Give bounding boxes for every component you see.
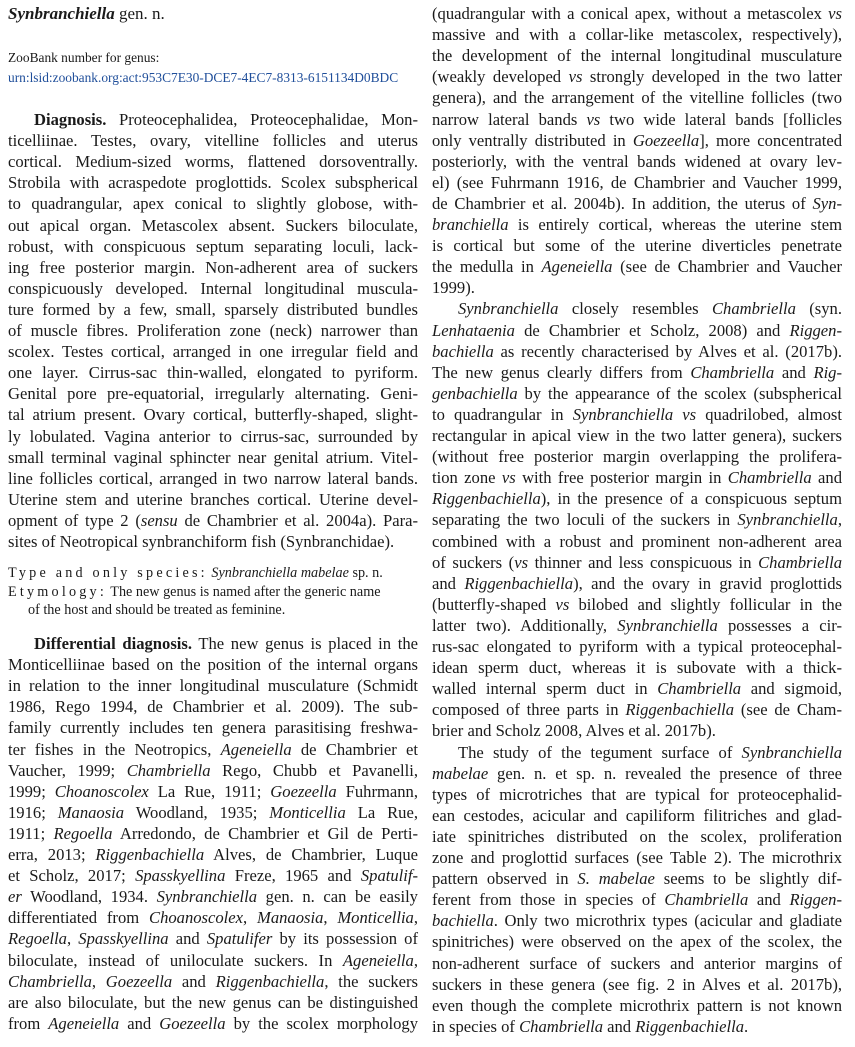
text-line: robust, with conspicuous septum separating loculi, lack- (8, 236, 418, 256)
text-line: ticelliinae. Testes, ovary, vitelline follicles and uterus (8, 131, 418, 151)
text-line: latter two). Additionally, Synbranchiella possesses a cir- (432, 615, 843, 635)
text-line: Lenhataenia de Chambrier et Scholz, 2008) and Riggen- (432, 320, 842, 340)
text-line: opment of type 2 (sensu de Chambrier et al. 2004a). Para- (8, 510, 418, 530)
text-line: pattern observed in S. mabelae seems to be slightly dif- (432, 869, 842, 889)
text-line: Monticelliinae based on the position of the internal organs (8, 655, 418, 675)
text-line: et Scholz, 2017; Spasskyellina Freze, 1965 and Spatulif- (8, 866, 418, 886)
text-line: only ventrally distributed in Goezeella], more concentrated (432, 130, 842, 150)
text-line: ing free posterior margin. Non-adherent area of suckers (8, 257, 418, 277)
text-line: of suckers (vs thinner and less conspicuous in Chambriella (432, 552, 842, 572)
text-line: 1916; Manaosia Woodland, 1935; Monticellia La Rue, (8, 802, 418, 822)
text-line: from Ageneiella and Goezeella by the scolex morphology (8, 1013, 418, 1033)
text-line: ferent from those in species of Chambriella and Riggen- (432, 890, 842, 910)
text-line: and Riggenbachiella), and the ovary in gravid proglottids (432, 573, 843, 593)
text-line: even though the complete microthrix pattern is not known (432, 995, 842, 1015)
text-line: small terminal vaginal sphincter near genital atrium. Vitel- (8, 447, 418, 467)
zoobank-label: ZooBank number for genus: (8, 50, 160, 65)
text-line: bachiella as recently characterised by Alves et al. (2017b). (432, 341, 842, 361)
text-line: el) (see Fuhrmann 1916, de Chambrier and Vaucher 1999, (432, 172, 842, 192)
text-line: er Woodland, 1934. Synbranchiella gen. n. can be easily (8, 887, 418, 907)
text-line: Chambriella, Goezeella and Riggenbachiella, the suckers (8, 971, 419, 991)
text-line: rectangular in apical view in the two latter genera), suckers (432, 426, 842, 445)
text-line: zone and proglottid surfaces (see Table 2). The microthrix (432, 848, 842, 867)
text-line: erra, 2013; Riggenbachiella Alves, de Chambrier, Luque (8, 845, 418, 864)
text-line: family currently includes ten genera parasitising freshwa- (8, 718, 418, 738)
text-line: 1911; Regoella Arredondo, de Chambrier et Gil de Perti- (8, 823, 418, 843)
text-line: suckers in these genera (see fig. 2 in Alves et al. 2017b), (432, 974, 842, 994)
text-line: Diagnosis. Proteocephalidea, Proteocephalidae, Mon- (34, 110, 418, 129)
text-line: Regoella, Spasskyellina and Spatulifer by its possession of (8, 929, 419, 949)
text-line: out apical organ. Metascolex absent. Suckers biloculate, (8, 215, 418, 235)
text-line: of muscle fibres. Proliferation zone (neck) narrower than (8, 321, 418, 340)
text-line: mabelae gen. n. et sp. n. revealed the presence of three (432, 763, 842, 783)
text-line: (quadrangular with a conical apex, without a metascolex vs (432, 4, 842, 23)
text-line: one layer. Cirrus-sac thin-walled, elongated to pyriform. (8, 363, 418, 383)
text-line: The new genus clearly differs from Chambriella and Rig- (432, 362, 843, 382)
text-line: scolex. Testes cortical, arranged in one irregular field and (8, 342, 418, 362)
text-line: bachiella. Only two microthrix types (acicular and gladiate (432, 911, 842, 931)
text-line: in relation to the inner longitudinal musculature (Schmidt (8, 676, 418, 696)
text-line: Synbranchiella closely resembles Chambriella (syn. (458, 299, 842, 319)
text-line: 1986, Rego 1994, de Chambrier et al. 2009). The sub- (8, 697, 418, 717)
text-line: Uterine stem and uterine branches cortical. Uterine devel- (8, 489, 418, 509)
text-line: (without free posterior margin overlapping the prolifera- (432, 447, 842, 467)
text-line: (butterfly-shaped vs bilobed and slightly follicular in the (432, 594, 842, 614)
text-line: Riggenbachiella), in the presence of a conspicuous septum (432, 489, 842, 509)
text-line: Genital pore pre-equatorial, irregularly alternating. Geni- (8, 384, 418, 404)
text-line: (weakly developed vs strongly developed in the two latter (432, 67, 842, 87)
zoobank-lsid-link[interactable]: urn:lsid:zoobank.org:act:953C7E30-DCE7-4EC7-8313-6151134D0BDC (8, 70, 399, 85)
text-line: The study of the tegument surface of Synbranchiella (458, 742, 842, 762)
text-line: Strobila with acraspedote proglottids. Scolex subspherical (8, 173, 418, 193)
text-line: iate spinitriches distributed on the scolex, proliferation (432, 826, 842, 846)
text-line: idean sperm duct, whereas it is subovate with a thick- (432, 658, 842, 678)
text-line: de Chambrier et al. 2004b). In addition, the uterus of Syn- (432, 193, 842, 213)
text-line: the development of the internal longitudinal musculature (432, 46, 842, 66)
text-line: Differential diagnosis. The new genus is placed in the (34, 634, 418, 653)
text-line: in species of Chambriella and Riggenbachiella. (432, 1016, 749, 1036)
text-line: sites of Neotropical synbranchiform fish (Synbranchidae). (8, 532, 395, 551)
text-line: composed of three parts in Riggenbachiella (see de Cham- (432, 700, 842, 720)
text-line: branchiella is entirely cortical, whereas the uterine stem (432, 215, 842, 234)
text-line: to quadrangular, apex conical to slightly globose, with- (8, 194, 418, 214)
text-line: types of microtriches that are typical for proteocephalid- (432, 784, 842, 804)
text-line: walled internal sperm duct in Chambriella and sigmoid, (432, 679, 842, 699)
text-line: separating the two loculi of the suckers in Synbranchiella, (432, 510, 842, 530)
text-line: ture formed by a few, small, sparsely distributed bundles (8, 299, 418, 319)
text-line: ean cestodes, acicular and capiliform filitriches and glad- (432, 805, 842, 825)
text-line: 1999; Choanoscolex La Rue, 1911; Goezeella Fuhrmann, (8, 781, 419, 801)
text-line: genera), and the arrangement of the vitelline follicles (two (432, 88, 842, 108)
text-line: massive and with a collar-like metascolex, respectively), (432, 25, 842, 45)
text-line: ter fishes in the Neotropics, Ageneiella de Chambrier et (8, 739, 419, 759)
text-line: conspicuously developed. Internal longitudinal muscula- (8, 278, 418, 298)
text-line: rus-sac elongated to pyriform with a typical proteocephal- (432, 637, 842, 656)
etymology-line-2: of the host and should be treated as feminine. (28, 602, 286, 618)
text-line: cortical. Medium-sized worms, flattened dorsoventrally. (8, 152, 418, 172)
text-line: is cortical but some of the uterine diverticles penetrate (432, 236, 842, 256)
text-line: non-adherent surface of suckers and anterior margins of (432, 953, 842, 973)
text-line: 1999). (432, 278, 475, 298)
text-line: are also biloculate, but the new genus can be distinguished (8, 992, 418, 1012)
text-line: tal atrium present. Ovary cortical, butterfly-shaped, slight- (8, 405, 418, 425)
text-line: combined with a robust and prominent non-adherent area (432, 531, 842, 551)
text-line: genbachiella by the appearance of the scolex (subspherical (432, 383, 842, 403)
text-line: differentiated from Choanoscolex, Manaosia, Monticellia, (8, 908, 419, 928)
text-line: posteriorly, with the ventral bands widened at ovary lev- (432, 151, 842, 171)
text-line: tion zone vs with free posterior margin in Chambriella and (432, 468, 842, 488)
genus-heading: Synbranchiella gen. n. (8, 4, 165, 23)
text-line: the medulla in Ageneiella (see de Chambrier and Vaucher (432, 257, 842, 277)
text-line: brier and Scholz 2008, Alves et al. 2017b). (432, 721, 716, 741)
text-line: biloculate, instead of uniloculate suckers. In Ageneiella, (8, 950, 418, 970)
etymology-line: Etymology: The new genus is named after the generic name (8, 584, 381, 600)
text-line: narrow lateral bands vs two wide lateral bands [follicles (432, 109, 842, 129)
text-line: to quadrangular in Synbranchiella vs quadrilobed, almost (432, 404, 842, 424)
type-species-line: Type and only species: Synbranchiella mabelae sp. n. (8, 565, 383, 581)
text-line: ly lobulated. Vagina anterior to cirrus-sac, surrounded by (8, 426, 418, 446)
text-line: Vaucher, 1999; Chambriella Rego, Chubb et Pavanelli, (8, 760, 418, 780)
text-line: spinitriches) were observed on the apex of the scolex, the (432, 932, 842, 952)
text-line: line follicles cortical, arranged in two narrow lateral bands. (8, 468, 418, 488)
